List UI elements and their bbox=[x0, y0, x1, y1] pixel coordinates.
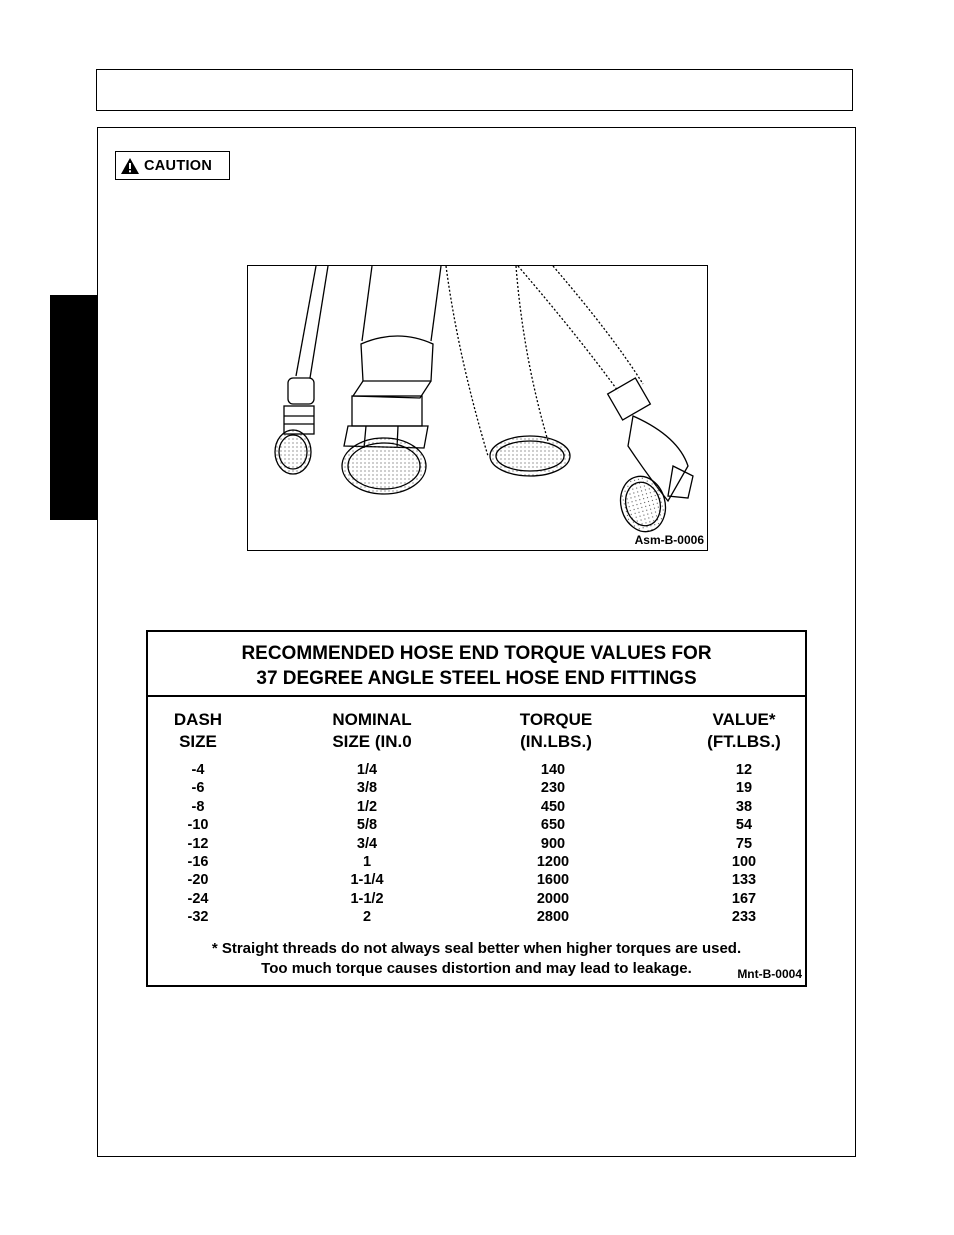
page-header-box bbox=[96, 69, 853, 111]
table-row: -12 3/4 900 75 bbox=[187, 835, 753, 852]
section-tab bbox=[50, 295, 98, 520]
torque-note-line-2: Too much torque causes distortion and may lead to leakage. bbox=[261, 960, 692, 977]
table-row: -4 1/4 140 12 bbox=[191, 762, 753, 778]
caution-badge bbox=[115, 151, 230, 180]
table-title-line-1: RECOMMENDED HOSE END TORQUE VALUES FOR bbox=[241, 643, 712, 664]
torque-values-table bbox=[146, 630, 807, 987]
header-value-ft-lbs: VALUE* (FT.LBS.) bbox=[707, 710, 781, 751]
caution-label: CAUTION bbox=[144, 157, 213, 174]
header-dash-size: DASH SIZE bbox=[173, 710, 223, 751]
header-torque-in-lbs: TORQUE (IN.LBS.) bbox=[519, 710, 593, 751]
table-row: -10 5/8 650 54 bbox=[187, 817, 753, 834]
hose-fittings-illustration bbox=[248, 266, 708, 551]
torque-note-line-1: * Straight threads do not always seal better when higher torques are used. bbox=[211, 940, 742, 957]
hose-fittings-figure bbox=[247, 265, 708, 551]
header-nominal-size: NOMINAL SIZE (IN.0 bbox=[332, 710, 412, 751]
table-code: Mnt-B-0004 bbox=[737, 967, 802, 981]
table-row: -20 1-1/4 1600 133 bbox=[187, 872, 757, 889]
table-row: -8 1/2 450 38 bbox=[191, 798, 753, 815]
warning-triangle-icon bbox=[120, 157, 140, 175]
table-rows bbox=[148, 761, 805, 927]
table-title bbox=[148, 632, 805, 697]
table-row: -6 3/8 230 19 bbox=[191, 780, 753, 797]
table-row: -16 1 1200 100 bbox=[187, 853, 757, 870]
table-row: -32 2 2800 233 bbox=[187, 909, 757, 926]
table-title-line-2: 37 DEGREE ANGLE STEEL HOSE END FITTINGS bbox=[256, 668, 697, 689]
figure-code: Asm-B-0006 bbox=[634, 533, 704, 547]
table-row: -24 1-1/2 2000 167 bbox=[187, 890, 757, 907]
